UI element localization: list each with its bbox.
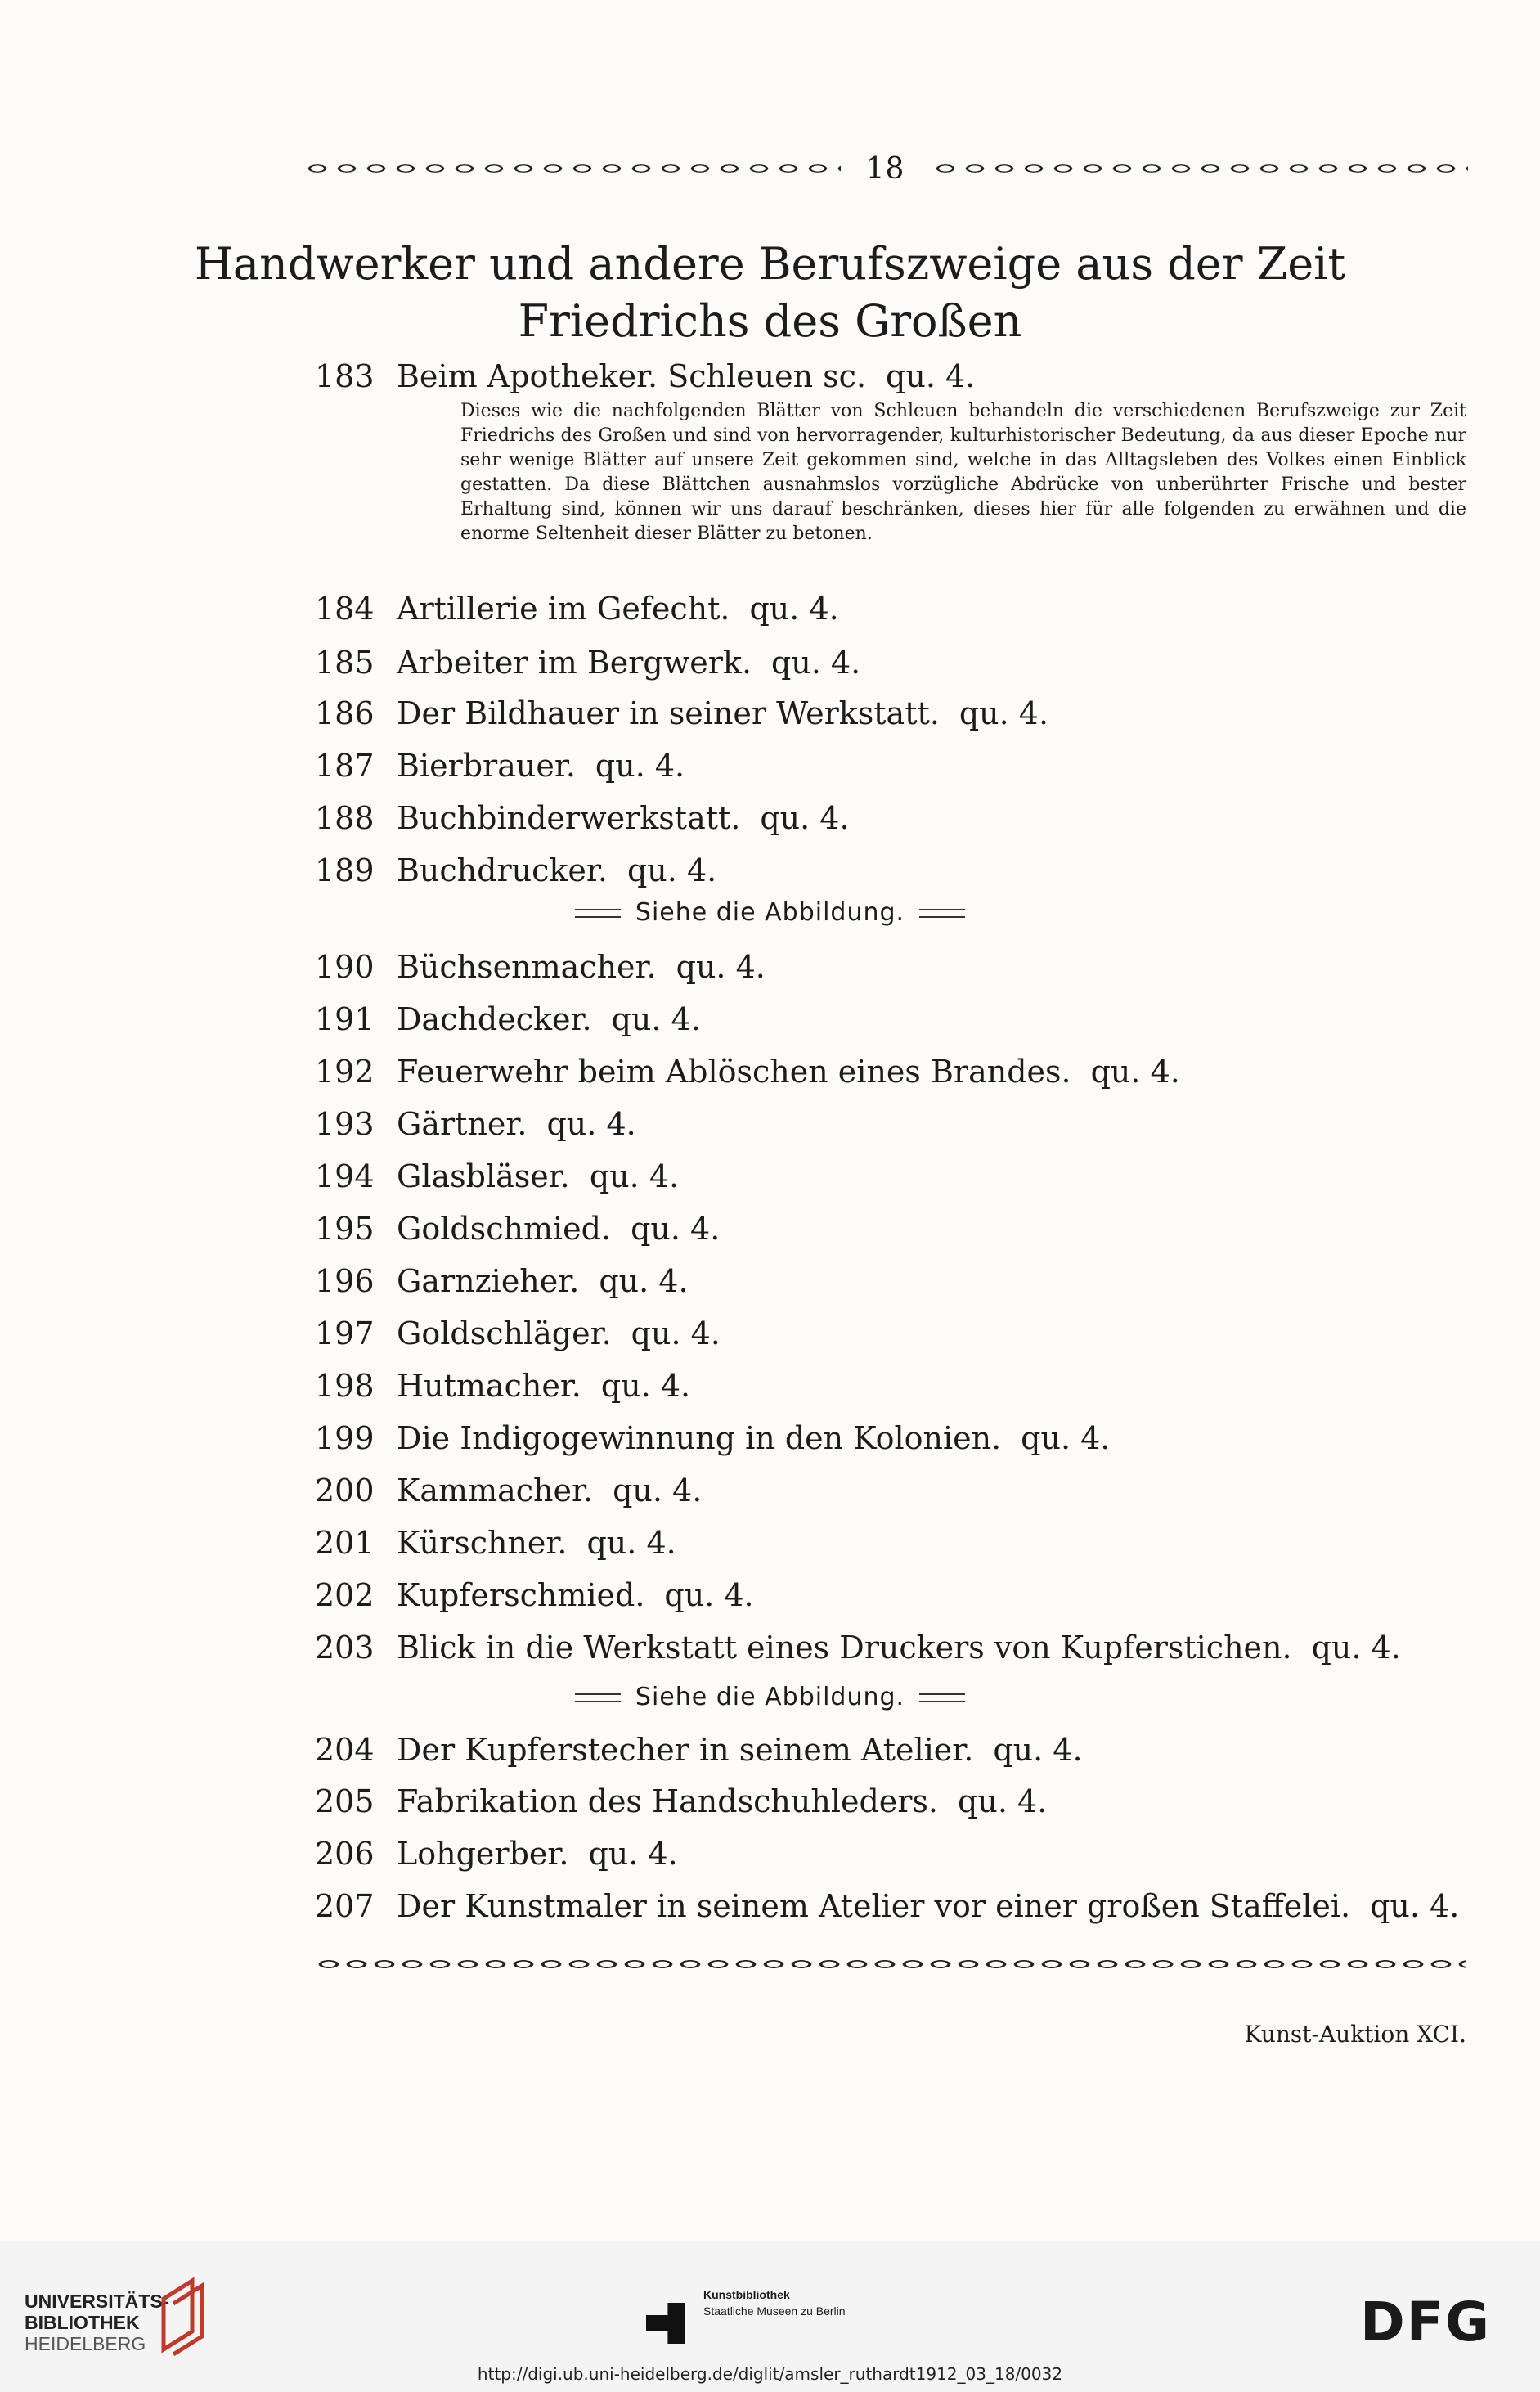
entry-title: Bierbrauer. [397,748,576,784]
catalog-entry [315,1886,1476,1926]
entry-title: Goldschläger. [397,1315,612,1351]
entry-title: Der Bildhauer in seiner Werkstatt. [397,695,940,731]
header-ornament-right [931,160,1469,177]
catalog-entry [315,1523,1476,1562]
entry-format: qu. 4. [611,1001,701,1037]
entry-format: qu. 4. [1090,1054,1180,1090]
entry-format: qu. 4. [1370,1888,1460,1924]
entry-format: qu. 4. [958,1783,1048,1819]
catalog-entry [315,1782,1476,1821]
entry-format: qu. 4. [546,1106,636,1142]
note-rule-right [919,1693,965,1702]
kunstbibliothek-mark-icon [646,2303,685,2344]
ub-book-icon [155,2274,213,2356]
entry-title: Glasbläser. [397,1158,570,1194]
entry-format: qu. 4. [588,1836,678,1872]
page-number: 18 [865,151,905,186]
catalog-entry [315,1104,1476,1144]
catalog-entry [315,851,1476,890]
entry-format: qu. 4. [959,695,1049,731]
ub-heidelberg-logo[interactable] [25,2291,168,2354]
entry-number: 203 [315,1630,375,1666]
entry-number: 191 [315,1001,375,1037]
entry-number: 183 [315,358,375,394]
entry-number: 202 [315,1577,375,1613]
catalog-entry [315,694,1476,733]
catalog-signature: Kunst-Auktion XCI. [1244,2021,1466,2048]
catalog-entry [315,589,1476,628]
entry-number: 198 [315,1368,375,1404]
entry-number: 193 [315,1106,375,1142]
entry-number: 200 [315,1473,375,1508]
catalog-entry [315,1000,1476,1039]
kb-line1: Kunstbibliothek [703,2288,790,2301]
entry-description: Dieses wie die nachfolgenden Blätter von Schleuen behandeln die verschiedenen Berufszweige zur Zeit Friedrichs des Großen und sind von hervorragender, kulturhistorischer Bedeutung, da aus dieser Epoche nur sehr wenige Blätter auf unsere Zeit gekommen sind, welche in das Alltagsleben des Volkes einen Einblick gestatten. Da diese Blättchen ausnahmslos vorzügliche Abdrücke von unberührter Frische und bester Erhaltung sind, können wir uns darauf beschränken, dieses hier für alle folgenden zu erwähnen und die enorme Seltenheit dieser Blätter zu betonen. [460,401,1466,544]
entry-title: Lohgerber. [397,1836,569,1872]
entry-number: 206 [315,1836,375,1872]
entry-number: 194 [315,1158,375,1194]
entry-number: 190 [315,949,375,985]
note-text: Siehe die Abbildung. [635,898,905,927]
catalog-entry [315,643,1476,682]
page-header [303,149,1468,188]
entry-format: qu. 4. [1311,1630,1401,1666]
entry-title: Der Kunstmaler in seinem Atelier vor einer großen Staffelei. [397,1888,1351,1924]
entry-format: qu. 4. [589,1158,680,1194]
kunstbibliothek-text [703,2286,916,2319]
catalog-entry [315,1366,1476,1405]
see-illustration-note [0,897,1540,929]
entry-format: qu. 4. [600,1368,691,1404]
entry-format: qu. 4. [749,591,839,627]
header-ornament-left [303,160,841,177]
entry-title: Gärtner. [397,1106,528,1142]
entry-title: Goldschmied. [397,1211,612,1247]
catalog-entry [315,1314,1476,1353]
note-rule-left [575,1693,621,1702]
ub-logo-line2: BIBLIOTHEK [25,2312,140,2333]
entry-title: Buchbinderwerkstatt. [397,800,741,836]
catalog-entry [315,947,1476,987]
entry-title: Die Indigogewinnung in den Kolonien. [397,1420,1002,1456]
entry-title: Dachdecker. [397,1001,592,1037]
entry-format: qu. 4. [1021,1420,1111,1456]
entry-title: Beim Apotheker. Schleuen sc. [397,358,867,394]
entry-format: qu. 4. [586,1525,676,1561]
entry-format: qu. 4. [631,1211,721,1247]
catalog-entry [315,1209,1476,1248]
kb-line2: Staatliche Museen zu Berlin [703,2304,846,2318]
catalog-entry [315,1576,1476,1615]
entry-number: 207 [315,1888,375,1924]
entry-title: Hutmacher. [397,1368,581,1404]
entry-format: qu. 4. [886,358,976,394]
note-rule-right [919,909,965,918]
catalog-entry [315,1261,1476,1301]
entry-number: 199 [315,1420,375,1456]
entry-number: 205 [315,1783,375,1819]
dfg-logo[interactable]: DFG [1359,2291,1491,2354]
section-title-line1: Handwerker und andere Berufszweige aus der Zeit [194,238,1346,290]
entry-number: 195 [315,1211,375,1247]
entry-title: Artillerie im Gefecht. [397,591,730,627]
entry-title: Arbeiter im Bergwerk. [397,645,752,681]
entry-format: qu. 4. [599,1263,689,1299]
entry-format: qu. 4. [631,1315,721,1351]
entry-format: qu. 4. [760,800,850,836]
entry-number: 184 [315,591,375,627]
entry-title: Büchsenmacher. [397,949,657,985]
catalog-entry [315,1419,1476,1458]
entry-format: qu. 4. [613,1473,703,1508]
catalog-entry [315,1628,1476,1667]
ub-logo-line1: UNIVERSITÄTS- [25,2291,169,2312]
entry-format: qu. 4. [993,1732,1083,1768]
catalog-entry [315,746,1476,785]
catalog-entry [315,357,1476,396]
entry-number: 185 [315,645,375,681]
entry-title: Buchdrucker. [397,852,608,888]
entry-title: Kürschner. [397,1525,568,1561]
catalog-entry [315,1157,1476,1196]
see-illustration-note [0,1681,1540,1714]
catalog-entry [315,1834,1476,1873]
catalog-entry [315,798,1476,838]
entry-title: Kupferschmied. [397,1577,645,1613]
footer-ornament [315,1955,1466,1973]
entry-title: Blick in die Werkstatt eines Druckers von Kupferstichen. [397,1630,1292,1666]
catalog-entry [315,1052,1476,1091]
entry-title: Garnzieher. [397,1263,580,1299]
note-rule-left [575,909,621,918]
entry-format: qu. 4. [595,748,685,784]
entry-title: Fabrikation des Handschuhleders. [397,1783,939,1819]
ub-logo-line3: HEIDELBERG [25,2333,146,2354]
entry-number: 201 [315,1525,375,1561]
entry-number: 196 [315,1263,375,1299]
catalog-entry [315,1471,1476,1510]
entry-number: 192 [315,1054,375,1090]
entry-number: 188 [315,800,375,836]
entry-title: Der Kupferstecher in seinem Atelier. [397,1732,974,1768]
entry-title: Feuerwehr beim Ablöschen eines Brandes. [397,1054,1071,1090]
entry-format: qu. 4. [676,949,766,985]
entry-format: qu. 4. [771,645,861,681]
entry-format: qu. 4. [664,1577,754,1613]
entry-number: 189 [315,852,375,888]
entry-title: Kammacher. [397,1473,594,1508]
entry-number: 186 [315,695,375,731]
page-url[interactable]: http://digi.ub.uni-heidelberg.de/diglit/amsler_ruthardt1912_03_18/0032 [477,2364,1063,2384]
entry-number: 197 [315,1315,375,1351]
catalog-entry [315,1730,1476,1769]
entry-format: qu. 4. [626,852,717,888]
entry-number: 187 [315,748,375,784]
section-title-line2: Friedrichs des Großen [518,295,1022,347]
note-text: Siehe die Abbildung. [635,1683,905,1711]
entry-number: 204 [315,1732,375,1768]
